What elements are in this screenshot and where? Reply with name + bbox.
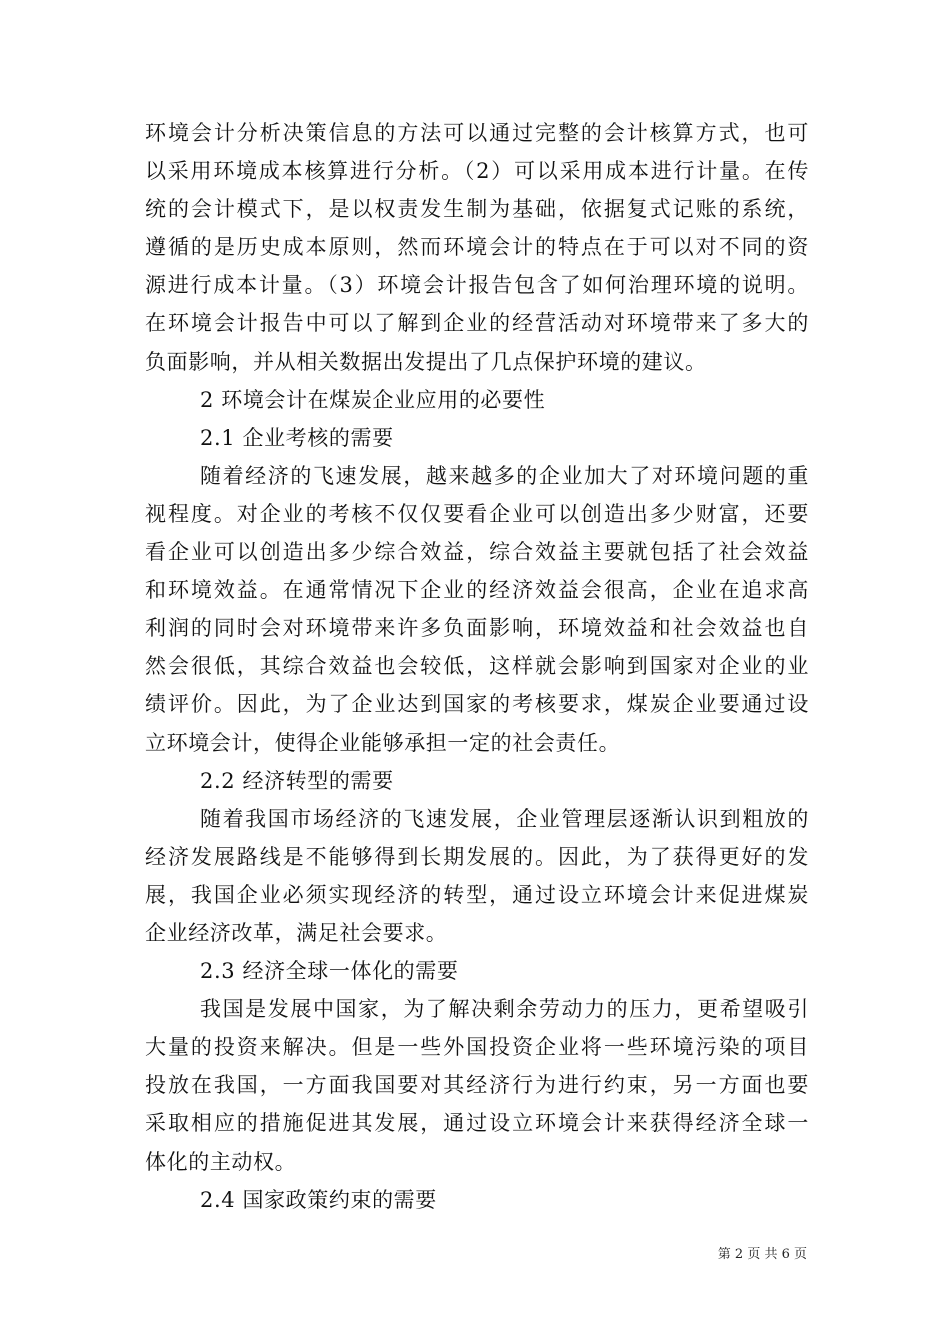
paragraph-line: 在环境会计报告中可以了解到企业的经营活动对环境带来了多大的 [145,311,809,336]
paragraph-line: 统的会计模式下，是以权责发生制为基础，依据复式记账的系统， [145,197,809,222]
paragraph-line: 展，我国企业必须实现经济的转型，通过设立环境会计来促进煤炭 [145,882,809,907]
paragraph-line: 看企业可以创造出多少综合效益，综合效益主要就包括了社会效益 [145,540,809,565]
section-heading: 2.1 企业考核的需要 [200,425,394,450]
paragraph-line: 然会很低，其综合效益也会较低，这样就会影响到国家对企业的业 [145,654,809,679]
paragraph-last-line: 体化的主动权。 [145,1149,297,1174]
paragraph-last-line: 负面影响，并从相关数据出发提出了几点保护环境的建议。 [145,349,707,374]
document-body [145,114,809,1219]
paragraph-line: 大量的投资来解决。但是一些外国投资企业将一些环境污染的项目 [145,1035,809,1060]
section-heading: 2.2 经济转型的需要 [200,768,394,793]
paragraph-line: 遵循的是历史成本原则，然而环境会计的特点在于可以对不同的资 [145,235,809,260]
paragraph-line: 利润的同时会对环境带来许多负面影响，环境效益和社会效益也自 [145,616,809,641]
paragraph-line: 投放在我国，一方面我国要对其经济行为进行约束，另一方面也要 [145,1073,809,1098]
paragraph-line: 源进行成本计量。（3）环境会计报告包含了如何治理环境的说明。 [145,273,809,298]
paragraph-line: 采取相应的措施促进其发展，通过设立环境会计来获得经济全球一 [145,1111,809,1136]
paragraph-line: 经济发展路线是不能够得到长期发展的。因此，为了获得更好的发 [145,844,809,869]
page-number-footer: 第 2 页 共 6 页 [717,1247,807,1262]
section-heading: 2 环境会计在煤炭企业应用的必要性 [200,387,546,412]
paragraph-line: 和环境效益。在通常情况下企业的经济效益会很高，企业在追求高 [145,578,809,603]
paragraph-line: 环境会计分析决策信息的方法可以通过完整的会计核算方式，也可 [145,121,809,145]
paragraph-last-line: 企业经济改革，满足社会要求。 [145,920,448,945]
section-heading: 2.3 经济全球一体化的需要 [200,959,459,984]
paragraph-line: 绩评价。因此，为了企业达到国家的考核要求，煤炭企业要通过设 [145,692,809,717]
paragraph-first-line: 随着我国市场经济的飞速发展，企业管理层逐渐认识到粗放的 [200,806,809,831]
paragraph-last-line: 立环境会计，使得企业能够承担一定的社会责任。 [145,730,621,755]
paragraph-first-line: 随着经济的飞速发展，越来越多的企业加大了对环境问题的重 [200,463,809,488]
section-heading: 2.4 国家政策约束的需要 [200,1187,437,1212]
paragraph-line: 视程度。对企业的考核不仅仅要看企业可以创造出多少财富，还要 [145,501,809,526]
paragraph-first-line: 我国是发展中国家，为了解决剩余劳动力的压力，更希望吸引 [200,997,809,1022]
paragraph-line: 以采用环境成本核算进行分析。（2）可以采用成本进行计量。在传 [145,159,809,184]
